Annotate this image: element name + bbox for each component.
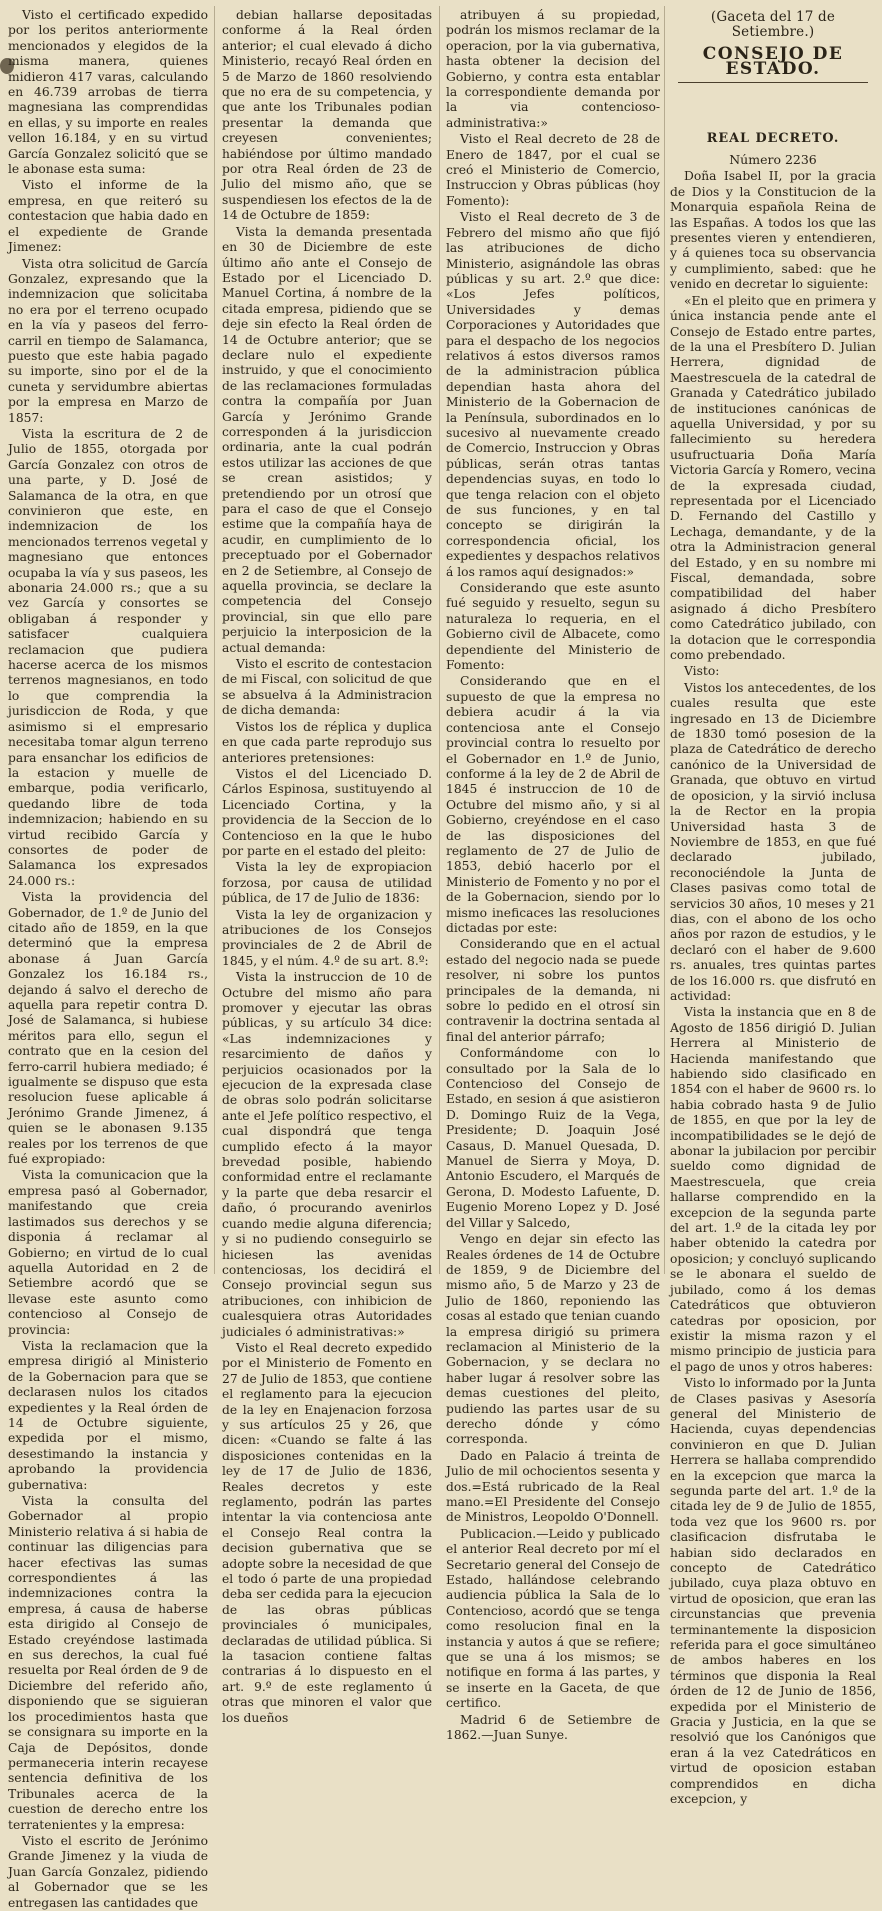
paragraph: Vistos los de réplica y duplica en que cada parte reprodujo sus anteriores pretensiones:: [222, 719, 432, 765]
paragraph: Considerando que en el actual estado del negocio nada se puede resolver, ni sobre los puntos principales de la demanda, ni sobre lo pedido en el otrosí sin contravenir la doctrina sentada al final del anterior párrafo;: [446, 937, 660, 1044]
decree-number: Número 2236: [729, 152, 817, 168]
paragraph: «En el pleito que en primera y única instancia pende ante el Consejo de Estado entre partes, de la una el Presbítero D. Julian Herrera, dignidad de Maestrescuela de la catedral de Granada y Catedrático jubilado de instituciones canónicas de aquella Universidad, y por su fallecimiento su heredera usufructuaria Doña María Victoria García y Romero, vecina de la expresada ciudad, representada por el Licenciado D. Fernando del Castillo y Lechaga, demandante, y de la otra la Administracion general del Estado, y en su nombre mi Fiscal, demandada, sobre compatibilidad del haber asignado á dicho Presbítero como Catedrático jubilado, con la dotacion que le correspondia como prebendado.: [670, 293, 876, 663]
paragraph: Considerando que en el supuesto de que la empresa no debiera acudir á la via contenciosa ante el Consejo provincial contra lo resuelto por el Gobernador en 1.º de Junio, conforme á la ley de 2 de Abril de 1845 é instruccion de 10 de Octubre del mismo año, y si al Gobierno, creyéndose en el caso de las disposiciones del reglamento de 27 de Julio de 1853, debió hacerlo por el Ministerio de Fomento y no por el de la Gobernacion, siendo por lo mismo ineficaces las resoluciones dictadas por este:: [446, 674, 660, 935]
paragraph: Vistos el del Licenciado D. Cárlos Espinosa, sustituyendo al Licenciado Cortina, y la providencia de la Seccion de lo Contencioso en la que le hubo por parte en el estado del pleito:: [222, 766, 432, 858]
paragraph: Vista la instruccion de 10 de Octubre del mismo año para promover y ejecutar las obras públicas, y su artículo 34 dice: «Las indemnizaciones y resarcimiento de daños y perjuicios ocasionados por la ejecucion de la expresada clase de obras solo podrán solicitarse ante el Jefe político respectivo, el cual dispondrá que tenga cumplido efecto á la mayor brevedad posible, habiendo conformidad entre el reclamante y la parte que deba resarcir el daño, ó procurando avenirlos cuando medie alguna diferencia; y si no pudiendo conseguirlo se hiciesen las avenidas contenciosas, los decidirá el Consejo provincial segun sus atribuciones, con inhibicion de cualesquiera otras Autoridades judiciales ó administrativas:»: [222, 970, 432, 1339]
gazette-date: (Gaceta del 17 de Setiembre.): [710, 9, 836, 41]
paragraph: Vista la providencia del Gobernador, de 1.º de Junio del citado año de 1859, en la que determinó que la empresa abonase á Juan García Gonzalez los 16.184 rs., dejando á salvo el derecho de aquella para repetir contra D. José de Salamanca, si hubiese méritos para ello, segun el contrato que en la cesion del ferro-carril hubiera mediado; é igualmente se dispuso que esta resolucion fuese aplicable á Jerónimo Grande Jimenez, á quien se le abonasen 9.135 reales por los terrenos de que fué expropiado:: [8, 890, 208, 1167]
paragraph: Visto el certificado expedido por los peritos anteriormente mencionados y elegidos de la misma manera, quienes midieron 417 varas, calculando en 46.739 arrobas de tierra magnesiana las comprendidas en ellas, y su importe en reales vellon 16.184, y en su virtud García Gonzalez solicitó que se le abonase esta suma:: [8, 8, 208, 177]
paragraph: Vista la escritura de 2 de Julio de 1855, otorgada por García Gonzalez con otros de una parte, y D. José de Salamanca de la otra, en que convinieron que este, en indemnizacion de los mencionados terrenos vegetal y magnesiano que entonces ocupaba la vía y sus paseos, les abonaria 24.000 rs.; que a su vez García y consortes se obligaban á responder y satisfacer cualquiera reclamacion que pudiera hacerse acerca de los mismos terrenos magnesianos, en todo lo que comprendia la jurisdiccion de Roda, y que asimismo si el empresario necesitaba tomar algun terreno para ensanchar los edificios de la estacion y muelle de embarque, podia verificarlo, quedando libre de toda indemnizacion; habiendo en su virtud recibido García y consortes de poder de Salamanca los expresados 24.000 rs.:: [8, 426, 208, 888]
column-3: [446, 8, 660, 1743]
paragraph: Conformándome con lo consultado por la Sala de lo Contencioso del Consejo de Estado, en sesion á que asistieron D. Domingo Ruiz de la Vega, Presidente; D. Joaquin José Casaus, D. Manuel Quesada, D. Manuel de Sierra y Moya, D. Antonio Escudero, el Marqués de Gerona, D. Modesto Lafuente, D. Eugenio Moreno Lopez y D. José del Villar y Salcedo,: [446, 1046, 660, 1230]
paragraph: Doña Isabel II, por la gracia de Dios y la Constitucion de la Monarquia española Reina de las Españas. A todos los que las presentes vieren y entendieren, y á quienes toca su observancia y cumplimiento, sabed: que he venido en decretar lo siguiente:: [670, 169, 876, 292]
paragraph: Vista la ley de organizacion y atribuciones de los Consejos provinciales de 2 de Abril de 1845, y el núm. 4.º de su art. 8.º:: [222, 907, 432, 968]
column-1: [8, 8, 208, 1910]
paragraph: Vengo en dejar sin efecto las Reales órdenes de 14 de Octubre de 1859, 9 de Diciembre del mismo año, 5 de Marzo y 23 de Julio de 1860, reponiendo las cosas al estado que tenian cuando la empresa dirigió su primera reclamacion al Ministerio de la Gobernacion, y se declara no haber lugar á resolver sobre las demas cuestiones del pleito, pudiendo las partes usar de su derecho dónde y cómo corresponda.: [446, 1232, 660, 1447]
column-divider: [439, 6, 440, 1274]
paragraph: Visto el escrito de Jerónimo Grande Jimenez y la viuda de Juan García Gonzalez, pidiendo al Gobernador que se les entregasen las cantidades que: [8, 1833, 208, 1910]
paragraph: Vista la instancia que en 8 de Agosto de 1856 dirigió D. Julian Herrera al Ministerio de Hacienda manifestando que habiendo sido clasificado en 1854 con el haber de 9600 rs. lo habia cobrado hasta 9 de Julio de 1855, en que por la ley de incompatibilidades se le dejó de abonar la jubilacion por percibir sueldo como dignidad de Maestrescuela, que creia hallarse comprendido en la excepcion de la segunda parte del art. 1.º de la citada ley por haber obtenido la catedra por oposicion; y concluyó suplicando se le abonara el sueldo de jubilado, como á los demas Catedráticos que obtuvieron catedras por oposicion, por existir la misma razon y el mismo principio de justicia para el pago de unos y otros haberes:: [670, 1005, 876, 1374]
paragraph: Visto:: [684, 664, 720, 679]
paragraph: Vista la consulta del Gobernador al propio Ministerio relativa á si habia de continuar las diligencias para hacer efectivas las sumas correspondientes á las indemnizaciones contra la empresa, á causa de haberse esta dirigido al Consejo de Estado creyéndose lastimada en sus derechos, la cual fué resuelta por Real órden de 9 de Diciembre del referido año, disponiendo que se siguieran los procedimientos hasta que se consignara su importe en la Caja de Depósitos, donde permaneceria interin recayese sentencia definitiva de los Tribunales acerca de la cuestion de derecho entre los terratenientes y la empresa:: [8, 1494, 208, 1832]
paragraph: Vistos los antecedentes, de los cuales resulta que este ingresado en 13 de Diciembre de 1830 tomó posesion de la plaza de Catedrático de derecho canónico de la Universidad de Granada, que obtuvo en virtud de oposicion, y la sirvió inclusa la de Rector en la propia Universidad hasta 3 de Noviembre de 1853, en que fué declarado jubilado, reconociéndole la Junta de Clases pasivas como total de servicios 30 años, 10 meses y 21 dias, con el abono de los ocho años por razon de estudios, y le declaró con el haber de 9.600 rs. anuales, tres quintas partes de los 16.000 rs. que disfrutó en actividad:: [670, 680, 876, 1003]
column-divider: [214, 6, 215, 1274]
paragraph: atribuyen á su propiedad, podrán los mismos reclamar de la operacion, por la via gubernativa, hasta obtener la decision del Gobierno, y contra esta entablar la correspondiente demanda por la via contencioso-administrativa:»: [446, 8, 660, 130]
paragraph: Visto el Real decreto de 3 de Febrero del mismo año que fijó las atribuciones de dicho Ministerio, asignándole las obras públicas y su art. 2.º que dice: «Los Jefes políticos, Universidades y demas Corporaciones y Autoridades que para el despacho de los negocios relativos á estos diversos ramos de la administracion pública dependian hasta ahora del Ministerio de la Gobernacion de la Península, subordinados en lo sucesivo al nuevamente creado de Comercio, Instruccion y Obras públicas, serán otras tantas dependencias suyas, en todo lo que tenga relacion con el objeto de sus funciones, y en tal concepto se dirigirán la correspondencia oficial, los expedientes y despachos relativos á los ramos aquí designados:»: [446, 210, 660, 579]
paragraph: Vista la reclamacion que la empresa dirigió al Ministerio de la Gobernacion para que se declarasen nulos los citados expedientes y la Real órden de 14 de Octubre siguiente, expedida por el mismo, desestimando la instancia y aprobando la providencia gubernativa:: [8, 1338, 208, 1492]
paragraph: Visto el informe de la empresa, en que reiteró su contestacion que habia dado en el expediente de Grande Jimenez:: [8, 178, 208, 255]
paragraph: Dado en Palacio á treinta de Julio de mil ochocientos sesenta y dos.=Está rubricado de la Real mano.=El Presidente del Consejo de Ministros, Leopoldo O'Donnell.: [446, 1448, 660, 1525]
paragraph: Vista la comunicacion que la empresa pasó al Gobernador, manifestando que creia lastimados sus derechos y se disponia á reclamar al Gobierno; en virtud de lo cual aquella Autoridad en 2 de Setiembre acordó que se llevase este asunto como contencioso al Consejo de provincia:: [8, 1168, 208, 1337]
paragraph: Visto el Real decreto de 28 de Enero de 1847, por el cual se creó el Ministerio de Comercio, Instruccion y Obras públicas (hoy Fomento):: [446, 132, 660, 208]
paragraph: Madrid 6 de Setiembre de 1862.—Juan Sunye.: [446, 1712, 660, 1743]
paragraph: debian hallarse depositadas conforme á la Real órden anterior; el cual elevado á dicho Ministerio, recayó Real órden en 5 de Marzo de 1860 resolviendo que no era de su competencia, y que ante los Tribunales podian presentar la demanda que creyesen convenientes; habiéndose por último mandado por otra Real órden de 23 de Julio del mismo año, que se suspendiesen los efectos de la de 14 de Octubre de 1859:: [222, 8, 432, 223]
paragraph: Vista la ley de expropiacion forzosa, por causa de utilidad pública, de 17 de Julio de 1836:: [222, 860, 432, 906]
section-title: CONSEJO DE ESTADO.: [678, 47, 868, 83]
paragraph: Visto lo informado por la Junta de Clases pasivas y Asesoría general del Ministerio de Hacienda, cuyas dependencias convinieron en que D. Julian Herrera se hallaba comprendido en la excepcion que marca la segunda parte del art. 1.º de la citada ley de 9 de Julio de 1855, toda vez que los 9600 rs. por clasificacion disfrutaba le habian sido declarados en concepto de Catedrático jubilado, cuya plaza obtuvo en virtud de oposicion, que eran las circunstancias que prevenia terminantemente la disposicion referida para el goce simultáneo de ambos haberes en los términos que disponia la Real órden de 12 de Junio de 1856, expedida por el Ministerio de Gracia y Justicia, en la que se resolvió que los Canónigos que eran á la vez Catedráticos en virtud de oposicion estaban comprendidos en dicha excepcion, y: [670, 1376, 876, 1807]
paragraph: Vista otra solicitud de García Gonzalez, expresando que la indemnizacion que solicitaba no era por el terreno ocupado en la vía y paseos del ferro-carril en tiempo de Salamanca, puesto que este habia pagado su importe, sino por el de la cuneta y servidumbre abiertas por la empresa en Marzo de 1857:: [8, 256, 208, 425]
column-2: [222, 8, 432, 1725]
paragraph: Visto el Real decreto expedido por el Ministerio de Fomento en 27 de Julio de 1853, que contiene el reglamento para la ejecucion de la ley en Enajenacion forzosa y sus artículos 25 y 26, que dicen: «Cuando se falte á las disposiciones contenidas en la ley de 17 de Julio de 1836, Reales decretos y este reglamento, podrán las partes intentar la via contenciosa ante el Consejo Real contra la decision gubernativa que se adopte sobre la necesidad de que el todo ó parte de una propiedad deba ser cedida para la ejecucion de las obras públicas provinciales ó municipales, declaradas de utilidad pública. Si la tasacion contiene faltas contrarias á lo dispuesto en el art. 9.º de este reglamento ú otras que minoren el valor que los dueños: [222, 1340, 432, 1725]
paragraph: Vista la demanda presentada en 30 de Diciembre de este último año ante el Consejo de Estado por el Licenciado D. Manuel Cortina, á nombre de la citada empresa, pidiendo que se deje sin efecto la Real órden de 14 de Octubre anterior; que se declare nulo el expediente instruido, y que el conocimiento de las reclamaciones formuladas contra la compañía por Juan García y Jerónimo Grande corresponden á la jurisdiccion ordinaria, ante la cual podrán estos utilizar las acciones de que se crean asistidos; y pretendiendo por un otrosí que para el caso de que el Consejo estime que la compañía haya de acudir, en cumplimiento de lo preceptuado por el Gobernador en 2 de Setiembre, al Consejo de aquella provincia, se declare la competencia del Consejo provincial, sin que ello pare perjuicio la interposicion de la actual demanda:: [222, 224, 432, 655]
paragraph: Considerando que este asunto fué seguido y resuelto, segun su naturaleza lo requeria, en el Gobierno civil de Albacete, como dependiente del Ministerio de Fomento:: [446, 581, 660, 673]
paragraph: Visto el escrito de contestacion de mi Fiscal, con solicitud de que se absuelva á la Administracion de dicha demanda:: [222, 657, 432, 718]
column-divider: [664, 6, 665, 1274]
paragraph: Publicacion.—Leido y publicado el anterior Real decreto por mí el Secretario general del Consejo de Estado, hallándose celebrando audiencia pública la Sala de lo Contencioso, acordó que se tenga como resolucion final en la instancia y autos á que se refiere; que se una á los mismos; se notifique en forma á las partes, y se inserte en la Gaceta, de que certifico.: [446, 1526, 660, 1711]
decree-heading: REAL DECRETO.: [706, 130, 840, 146]
column-4: [670, 8, 876, 1807]
